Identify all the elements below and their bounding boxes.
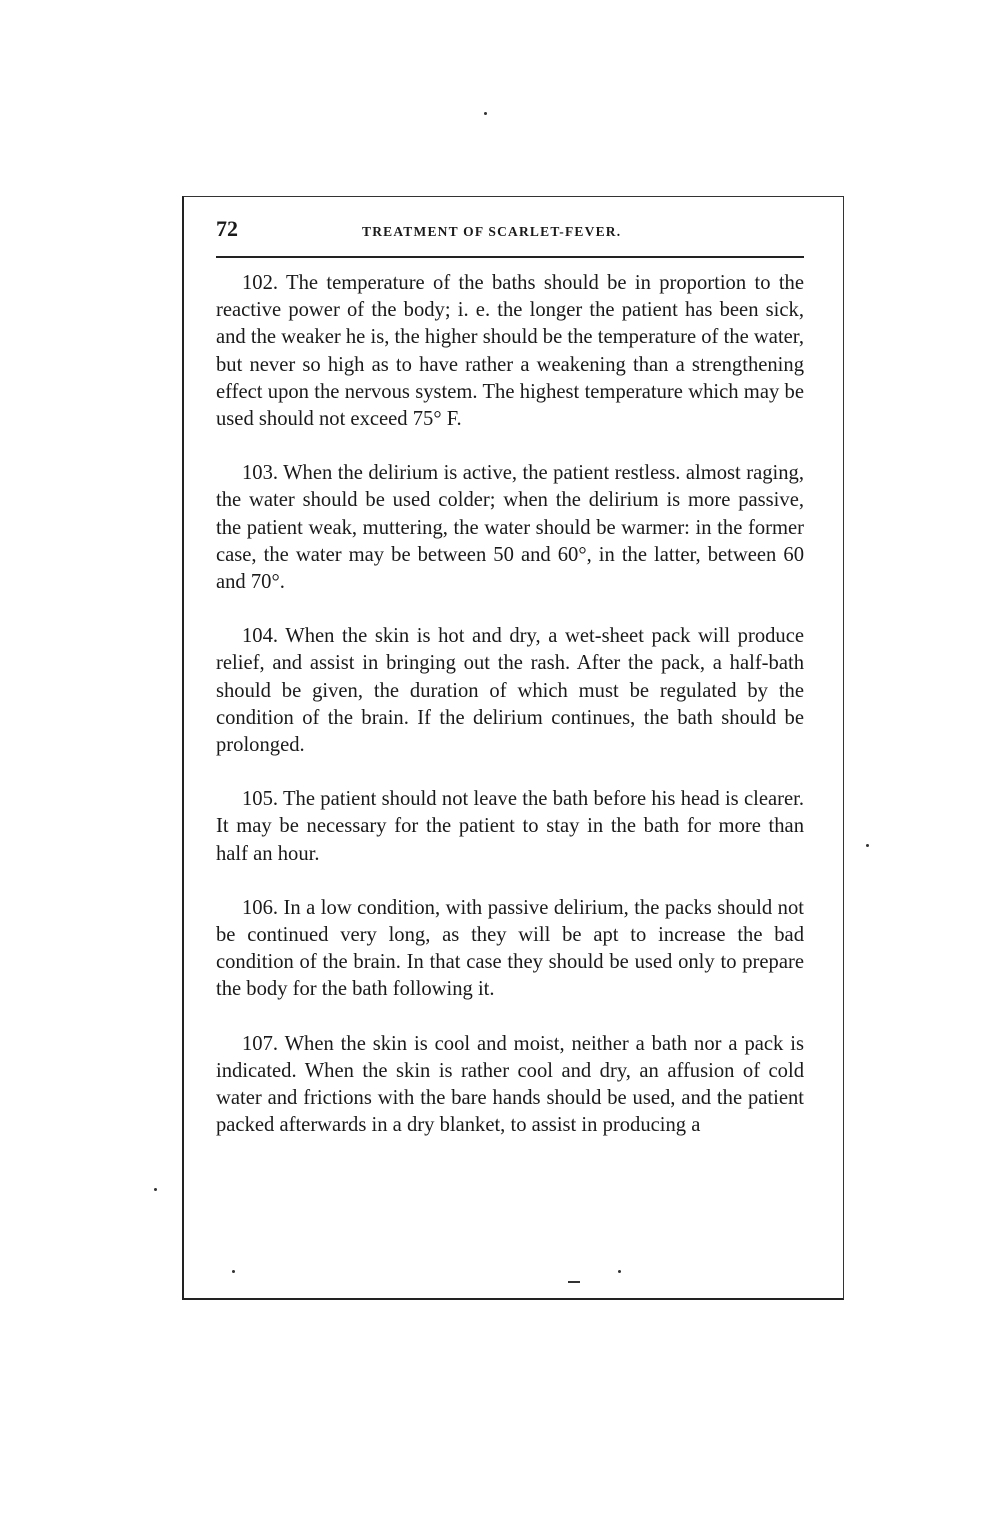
scan-mark bbox=[568, 1281, 580, 1283]
body-text bbox=[216, 270, 804, 1139]
page-number: 72 bbox=[216, 216, 238, 241]
paragraph-103: 103. When the delirium is active, the patient restless. almost raging, the water should be used colder; when the delirium is more passive, the patient weak, muttering, the water should be warmer: in the former case, the water may be between 50 and 60°, in the latter, between 60 and 70°. bbox=[216, 462, 804, 594]
header-rule bbox=[216, 256, 804, 258]
scan-speck bbox=[484, 112, 487, 115]
running-title: TREATMENT OF SCARLET-FEVER. bbox=[362, 224, 622, 239]
paragraph-107: 107. When the skin is cool and moist, neither a bath nor a pack is indicated. When the skin is rather cool and dry, an affusion of cold water and frictions with the bare hands should be used, and the patient packed afterwards in a dry blanket, to assist in producing a bbox=[216, 1032, 804, 1137]
paragraph-105: 105. The patient should not leave the bath before his head is clearer. It may be necessary for the patient to stay in the bath for more than half an hour. bbox=[216, 788, 804, 865]
page-header bbox=[216, 214, 804, 248]
scan-speck bbox=[618, 1270, 621, 1273]
paragraph-104: 104. When the skin is hot and dry, a wet-sheet pack will produce relief, and assist in bringing out the rash. After the pack, a half-bath should be given, the duration of which must be regulated by the condition of the brain. If the delirium continues, the bath should be prolonged. bbox=[216, 625, 804, 757]
scan-speck bbox=[232, 1270, 235, 1273]
paragraph-102: 102. The temperature of the baths should be in proportion to the reactive power of the body; i. e. the longer the patient has been sick, and the weaker he is, the higher should be the temperature of the water, but never so high as to have rather a weakening than a strengthening effect upon the nervous system. The highest temperature which may be used should not exceed 75° F. bbox=[216, 272, 804, 431]
scan-speck bbox=[866, 844, 869, 847]
scan-speck bbox=[154, 1188, 157, 1191]
paragraph-106: 106. In a low condition, with passive delirium, the packs should not be continued very long, as they will be apt to increase the bad condition of the brain. In that case they should be used only to prepare the body for the bath following it. bbox=[216, 896, 804, 1001]
